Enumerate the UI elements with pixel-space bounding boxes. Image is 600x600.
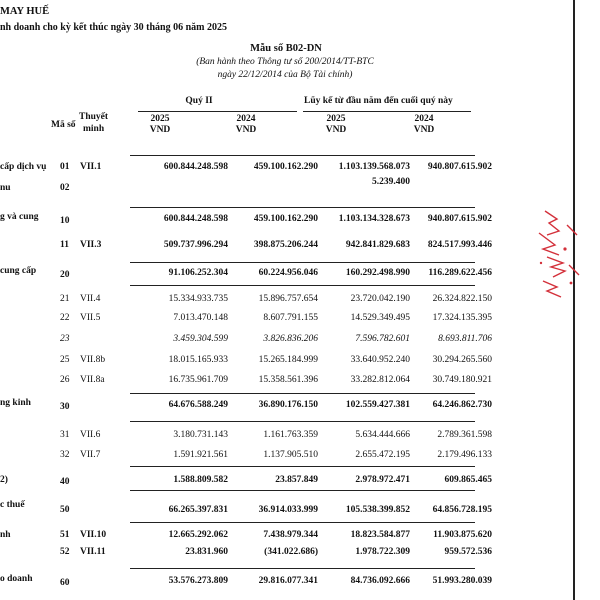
- cell-y2024: 8.693.811.706: [438, 334, 492, 344]
- row-code: 01: [60, 162, 70, 172]
- q-2025-year: 2025: [150, 114, 170, 124]
- subtotal-rule: [130, 466, 475, 467]
- subtotal-rule: [130, 207, 475, 208]
- table-rule: [130, 155, 475, 156]
- cell-q2025: 600.844.248.598: [163, 214, 228, 224]
- cell-q2024: 459.100.162.290: [253, 214, 318, 224]
- row-code: 11: [60, 240, 69, 250]
- cell-y2025: 2.978.972.471: [355, 475, 410, 485]
- cell-y2024: 51.993.280.039: [432, 576, 492, 586]
- subtotal-rule: [130, 262, 475, 263]
- cell-q2024: 15.358.561.396: [258, 375, 318, 385]
- subtotal-rule: [130, 285, 475, 286]
- cell-y2024: 116.289.622.456: [428, 268, 492, 278]
- cell-q2025: 23.831.960: [185, 547, 228, 557]
- cell-y2024: 30.749.180.921: [432, 375, 492, 385]
- row-label: o doanh: [0, 574, 33, 584]
- cell-y2025: 18.823.584.877: [350, 530, 410, 540]
- cell-y2024: 64.856.728.195: [432, 505, 492, 515]
- ytd-2024-year: 2024: [414, 114, 434, 124]
- cell-y2025: 2.655.472.195: [355, 450, 410, 460]
- cell-y2024: 609.865.465: [444, 475, 492, 485]
- cell-q2024: 398.875.206.244: [253, 240, 318, 250]
- cell-q2025: 1.588.809.582: [173, 475, 228, 485]
- cell-y2024: 2.789.361.598: [437, 430, 492, 440]
- ytd-header: Lũy kế từ đầu năm đến cuối quý này: [304, 96, 453, 106]
- row-code: 52: [60, 547, 70, 557]
- cell-q2024: 7.438.979.344: [263, 530, 318, 540]
- row-note: VII.3: [80, 240, 102, 250]
- row-code: 25: [60, 355, 70, 365]
- cell-y2025: 7.596.782.601: [355, 334, 410, 344]
- row-code: 10: [60, 216, 70, 226]
- red-stamp-icon: [525, 205, 585, 300]
- quarter-header: Quý II: [185, 96, 213, 106]
- row-code: 50: [60, 505, 70, 515]
- cell-q2025: 7.013.470.148: [173, 313, 228, 323]
- row-note: VII.10: [80, 530, 107, 540]
- cell-q2024: 1.161.763.359: [263, 430, 318, 440]
- cell-q2025: 12.665.292.062: [168, 530, 228, 540]
- subtotal-rule: [130, 393, 475, 394]
- cell-q2025: 66.265.397.831: [168, 505, 228, 515]
- subtotal-rule: [130, 421, 475, 422]
- cell-y2024: 17.324.135.395: [432, 313, 492, 323]
- q-2024-unit: VND: [235, 125, 257, 135]
- cell-q2025: 3.180.731.143: [173, 430, 228, 440]
- subtotal-rule: [130, 568, 475, 569]
- row-code: 60: [60, 578, 70, 588]
- note-column-header-1: Thuyết: [79, 112, 109, 122]
- cell-y2025: 1.103.134.328.673: [338, 214, 410, 224]
- cell-y2024: 824.517.993.446: [427, 240, 492, 250]
- cell-y2024: 959.572.536: [444, 547, 492, 557]
- row-code: 32: [60, 450, 70, 460]
- cell-q2024: 15.896.757.654: [258, 294, 318, 304]
- cell-q2025: 53.576.273.809: [168, 576, 228, 586]
- cell-q2025: 18.015.165.933: [168, 355, 228, 365]
- row-code: 51: [60, 530, 70, 540]
- cell-q2025: 16.735.961.709: [168, 375, 228, 385]
- cell-y2024: 26.324.822.150: [432, 294, 492, 304]
- cell-y2025: 84.736.092.666: [350, 576, 410, 586]
- row-note: VII.1: [80, 162, 102, 172]
- cell-q2024: 3.826.836.206: [263, 334, 318, 344]
- row-label: ng kinh: [0, 398, 31, 408]
- cell-q2024: 36.890.176.150: [258, 400, 318, 410]
- ytd-2024-unit: VND: [413, 125, 435, 135]
- row-note: VII.11: [80, 547, 106, 557]
- cell-q2025: 1.591.921.561: [173, 450, 228, 460]
- cell-q2024: 23.857.849: [275, 475, 318, 485]
- row-code: 30: [60, 402, 70, 412]
- cell-y2025: 102.559.427.381: [345, 400, 410, 410]
- row-code: 02: [60, 183, 70, 193]
- cell-q2024: 60.224.956.046: [258, 268, 318, 278]
- row-note: VII.8a: [80, 375, 105, 385]
- cell-q2024: (341.022.686): [264, 547, 318, 557]
- cell-y2025: 1.103.139.568.073: [338, 162, 410, 172]
- row-code: 26: [60, 375, 70, 385]
- row-label: c thuế: [0, 500, 25, 510]
- row-label: g và cung: [0, 212, 39, 222]
- cell-y2024: 64.246.862.730: [432, 400, 492, 410]
- cell-q2025: 509.737.996.294: [163, 240, 228, 250]
- form-note-line-1: (Ban hành theo Thông tư số 200/2014/TT-BTC: [196, 57, 374, 67]
- cell-y2025: 5.634.444.666: [355, 430, 410, 440]
- q-2025-unit: VND: [149, 125, 171, 135]
- cell-q2025: 15.334.933.735: [168, 294, 228, 304]
- page-edge-line: [573, 0, 575, 600]
- note-column-header-2: minh: [83, 124, 105, 134]
- row-label: nu: [0, 183, 11, 193]
- row-label: cung cấp: [0, 266, 37, 276]
- row-code: 22: [60, 313, 70, 323]
- row-label: cấp dịch vụ: [0, 162, 47, 172]
- cell-q2024: 36.914.033.999: [258, 505, 318, 515]
- cell-q2024: 459.100.162.290: [253, 162, 318, 172]
- row-note: VII.5: [80, 313, 101, 323]
- cell-q2024: 15.265.184.999: [258, 355, 318, 365]
- row-label: nh: [0, 530, 11, 540]
- cell-q2024: 29.816.077.341: [258, 576, 318, 586]
- cell-q2025: 3.459.304.599: [173, 334, 228, 344]
- row-label: 2): [0, 475, 8, 485]
- row-note: VII.6: [80, 430, 101, 440]
- cell-y2025: 33.282.812.064: [350, 375, 410, 385]
- cell-y2024: 2.179.496.133: [437, 450, 492, 460]
- ytd-2025-unit: VND: [325, 125, 347, 135]
- subtotal-rule: [130, 490, 475, 491]
- cell-y2025: 5.239.400: [372, 177, 410, 187]
- row-code: 40: [60, 477, 70, 487]
- report-title: nh doanh cho kỳ kết thúc ngày 30 tháng 06 năm 2025: [0, 22, 227, 33]
- form-number: Mẫu số B02-DN: [250, 43, 322, 54]
- cell-y2024: 30.294.265.560: [432, 355, 492, 365]
- row-code: 23: [60, 334, 70, 344]
- cell-y2025: 105.538.399.852: [345, 505, 410, 515]
- subtotal-rule: [130, 522, 475, 523]
- code-column-header: Mã số: [51, 120, 76, 130]
- row-note: VII.4: [80, 294, 101, 304]
- row-note: VII.7: [80, 450, 101, 460]
- cell-y2024: 940.807.615.902: [427, 214, 492, 224]
- cell-y2025: 14.529.349.495: [350, 313, 410, 323]
- form-note-line-2: ngày 22/12/2014 của Bộ Tài chính): [217, 70, 353, 80]
- cell-y2024: 11.903.875.620: [433, 530, 492, 540]
- ytd-2025-year: 2025: [326, 114, 346, 124]
- quarter-header-rule: [138, 111, 297, 112]
- cell-y2025: 23.720.042.190: [350, 294, 410, 304]
- row-code: 21: [60, 294, 70, 304]
- cell-y2025: 160.292.498.990: [345, 268, 410, 278]
- cell-y2025: 1.978.722.309: [355, 547, 410, 557]
- q-2024-year: 2024: [236, 114, 256, 124]
- cell-q2024: 1.137.905.510: [263, 450, 318, 460]
- cell-q2024: 8.607.791.155: [263, 313, 318, 323]
- cell-y2025: 942.841.829.683: [345, 240, 410, 250]
- row-code: 20: [60, 270, 70, 280]
- cell-q2025: 91.106.252.304: [168, 268, 228, 278]
- cell-q2025: 600.844.248.598: [163, 162, 228, 172]
- cell-y2024: 940.807.615.902: [427, 162, 492, 172]
- cell-q2025: 64.676.588.249: [168, 400, 228, 410]
- row-note: VII.8b: [80, 355, 106, 365]
- cell-y2025: 33.640.952.240: [350, 355, 410, 365]
- company-name: MAY HUẾ: [0, 6, 50, 17]
- row-code: 31: [60, 430, 70, 440]
- ytd-header-rule: [303, 111, 471, 112]
